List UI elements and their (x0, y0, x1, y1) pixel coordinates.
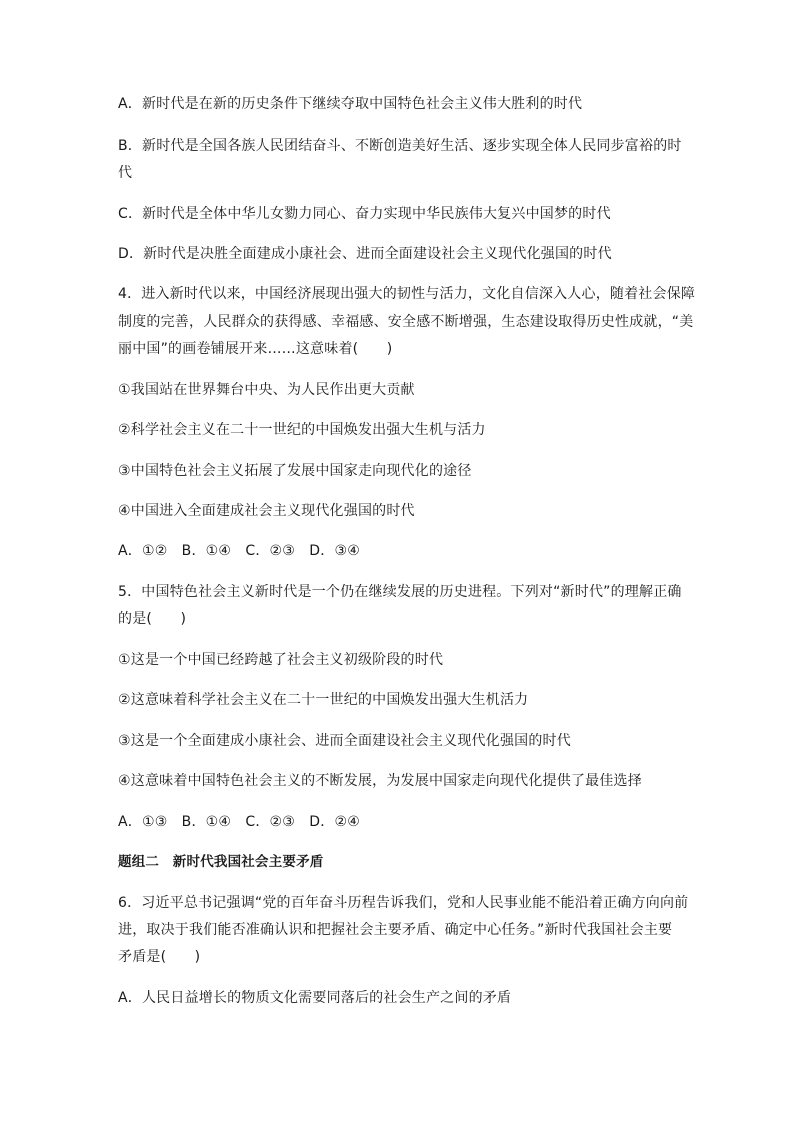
q5-options: A．①③ B．①④ C．②③ D．②④ (118, 814, 360, 830)
q4-statement-3: ③中国特色社会主义拓展了发展中国家走向现代化的途径 (118, 463, 472, 479)
q4-statement-1: ①我国站在世界舞台中央、为人民作出更大贡献 (118, 382, 415, 398)
q4-options: A．①② B．①④ C．②③ D．③④ (118, 543, 360, 559)
q6-stem-line3: 矛盾是( ) (118, 949, 201, 965)
q5-statement-3: ③这是一个全面建成小康社会、进而全面建设社会主义现代化强国的时代 (118, 733, 571, 749)
q5-stem-line1: 5．中国特色社会主义新时代是一个仍在继续发展的历史进程。下列对“新时代”的理解正确 (118, 584, 682, 600)
q6-stem-line1: 6．习近平总书记强调“党的百年奋斗历程告诉我们，党和人民事业能不能沿着正确方向向前 (118, 895, 689, 911)
q3-option-b-line1: B．新时代是全国各族人民团结奋斗、不断创造美好生活、逐步实现全体人民同步富裕的时 (118, 138, 682, 154)
q5-stem-line2: 的是( ) (118, 611, 187, 627)
q6-stem-line2: 进，取决于我们能否准确认识和把握社会主要矛盾、确定中心任务。”新时代我国社会主要 (118, 922, 673, 938)
q5-statement-2: ②这意味着科学社会主义在二十一世纪的中国焕发出强大生机活力 (118, 692, 529, 708)
q3-option-b-line2: 代 (118, 165, 133, 181)
q5-statement-1: ①这是一个中国已经跨越了社会主义初级阶段的时代 (118, 652, 444, 668)
q4-stem-line2: 制度的完善，人民群众的获得感、幸福感、安全感不断增强，生态建设取得历史性成就，“美 (118, 314, 694, 330)
q6-option-a: A．人民日益增长的物质文化需要同落后的社会生产之间的矛盾 (118, 990, 512, 1006)
q5-statement-4: ④这意味着中国特色社会主义的不断发展，为发展中国家走向现代化提供了最佳选择 (118, 773, 642, 789)
q4-statement-4: ④中国进入全面建成社会主义现代化强国的时代 (118, 503, 415, 519)
q4-stem-line1: 4．进入新时代以来，中国经济展现出强大的韧性与活力，文化自信深入人心，随着社会保障 (118, 286, 696, 302)
q4-statement-2: ②科学社会主义在二十一世纪的中国焕发出强大生机与活力 (118, 422, 486, 438)
q3-option-c: C．新时代是全体中华儿女勠力同心、奋力实现中华民族伟大复兴中国梦的时代 (118, 206, 611, 222)
section-heading: 题组二 新时代我国社会主要矛盾 (118, 854, 324, 870)
q3-option-a: A．新时代是在新的历史条件下继续夺取中国特色社会主义伟大胜利的时代 (118, 96, 583, 112)
q3-option-d: D．新时代是决胜全面建成小康社会、进而全面建设社会主义现代化强国的时代 (118, 246, 612, 262)
q4-stem-line3: 丽中国”的画卷铺展开来……这意味着( ) (118, 341, 393, 357)
